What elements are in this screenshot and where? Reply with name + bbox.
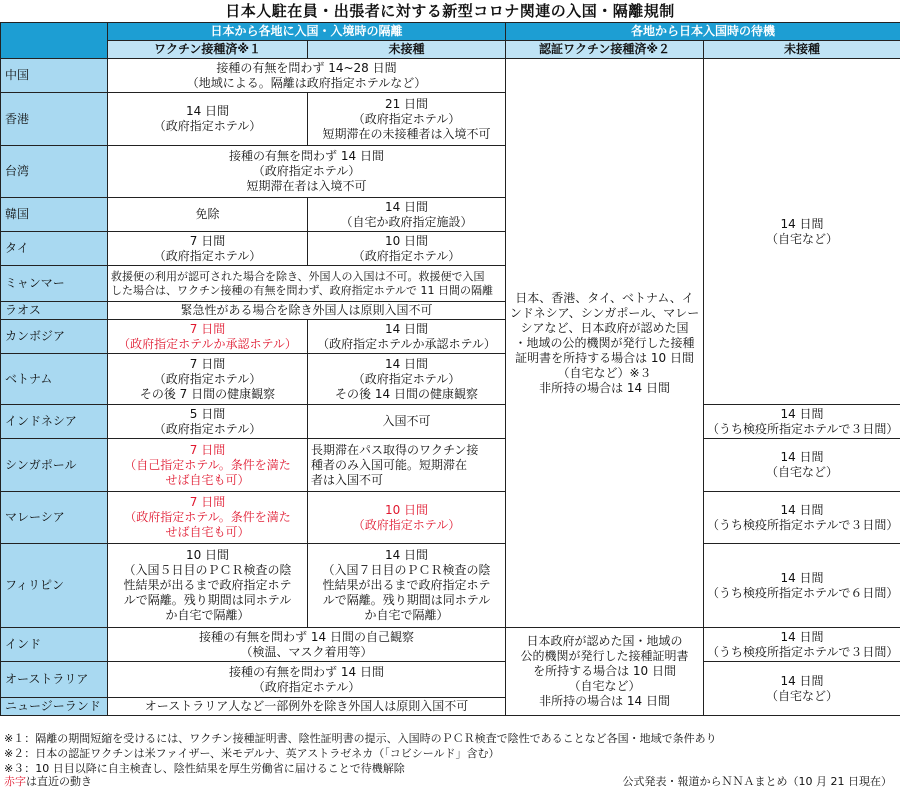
country-name: 台湾 xyxy=(1,146,108,198)
japan-unvaccinated-rule: 14 日間 （自宅など） xyxy=(704,662,900,716)
country-name: マレーシア xyxy=(1,492,108,544)
header-group-japan-entry: 各地から日本入国時の待機 xyxy=(506,23,900,41)
country-name: オーストラリア xyxy=(1,662,108,698)
header-vaccinated: ワクチン接種済※１ xyxy=(108,41,308,59)
footnote: ※１：隔離の期間短縮を受けるには、ワクチン接種証明書、陰性証明書の提示、入国時のＰＣＲ検査で陰性であることなど各国・地域で条件あり xyxy=(4,732,717,745)
footnote: ※２：日本の認証ワクチンは米ファイザー、米モデルナ、英アストラゼネカ（「コビシールド」含む） xyxy=(4,747,500,760)
table-row xyxy=(1,492,900,544)
unvaccinated-rule: 入国不可 xyxy=(308,405,506,439)
country-name: 中国 xyxy=(1,59,108,93)
table-row xyxy=(1,405,900,439)
table-row xyxy=(1,662,900,698)
legend-red-text: 赤字 xyxy=(4,775,26,788)
unvaccinated-rule: 10 日間 （政府指定ホテル） xyxy=(308,232,506,266)
japan-unvaccinated-rule: 14 日間 （うち検疫所指定ホテルで３日間） xyxy=(704,405,900,439)
header-unvaccinated: 未接種 xyxy=(308,41,506,59)
japan-unvaccinated-rule: 14 日間 （自宅など） xyxy=(704,439,900,492)
vaccinated-rule: 7 日間 （政府指定ホテル） その後 7 日間の健康観察 xyxy=(108,354,308,405)
unvaccinated-rule: 21 日間 （政府指定ホテル） 短期滞在の未接種者は入境不可 xyxy=(308,93,506,146)
japan-unvaccinated-rule: 14 日間 （うち検疫所指定ホテルで３日間） xyxy=(704,628,900,662)
country-name: ミャンマー xyxy=(1,266,108,302)
country-name: 香港 xyxy=(1,93,108,146)
unvaccinated-rule: 14 日間 （政府指定ホテルか承認ホテル） xyxy=(308,320,506,354)
country-name: フィリピン xyxy=(1,544,108,628)
japan-unvaccinated-rule: 14 日間 （うち検疫所指定ホテルで３日間） xyxy=(704,492,900,544)
vaccinated-rule: 7 日間 （政府指定ホテル） xyxy=(108,232,308,266)
unvaccinated-rule: 14 日間 （自宅か政府指定施設） xyxy=(308,198,506,232)
outbound-rule: 救援便の利用が認可された場合を除き、外国人の入国は不可。救援便で入国 した場合は、ワクチン接種の有無を問わず、政府指定ホテルで 11 日間の隔離 xyxy=(108,266,506,302)
table-row xyxy=(1,59,900,93)
legend xyxy=(4,774,92,790)
unvaccinated-rule: 14 日間 （政府指定ホテル） その後 14 日間の健康観察 xyxy=(308,354,506,405)
vaccinated-rule: 7 日間 （政府指定ホテルか承認ホテル） xyxy=(108,320,308,354)
country-name: ラオス xyxy=(1,302,108,320)
vaccinated-rule: 10 日間 （入国５日目のＰＣＲ検査の陰 性結果が出るまで政府指定ホテ ルで隔離。残り期間は同ホテル か自宅で隔離） xyxy=(108,544,308,628)
footnotes xyxy=(4,731,896,776)
footnote: ※３：10 日目以降に自主検査し、陰性結果を厚生労働省に届けることで待機解除 xyxy=(4,762,405,775)
outbound-rule: 接種の有無を問わず 14~28 日間 （地域による。隔離は政府指定ホテルなど） xyxy=(108,59,506,93)
footer xyxy=(4,774,896,790)
country-name: ベトナム xyxy=(1,354,108,405)
header-certified-vaccinated: 認証ワクチン接種済※２ xyxy=(506,41,704,59)
outbound-rule: 緊急性がある場合を除き外国人は原則入国不可 xyxy=(108,302,506,320)
country-name: インド xyxy=(1,628,108,662)
regulation-table xyxy=(0,22,900,716)
unvaccinated-rule: 10 日間 （政府指定ホテル） xyxy=(308,492,506,544)
header-corner xyxy=(1,23,108,59)
source-credit: 公式発表・報道からＮＮＡまとめ（10 月 21 日現在） xyxy=(622,775,892,788)
country-name: シンガポール xyxy=(1,439,108,492)
japan-certified-rule: 日本政府が認めた国・地域の 公的機関が発行した接種証明書 を所持する場合は 10 日間 （自宅など） 非所持の場合は 14 日間 xyxy=(506,628,704,716)
japan-certified-rule: 日本、香港、タイ、ベトナム、イ ンドネシア、シンガポール、マレー シアなど、日本政府が認めた国 ・地域の公的機関が発行した接種 証明書を所持する場合は 10 日間 （自宅など）※３ 非所持の場合は 14 日間 xyxy=(506,59,704,628)
header-row-columns xyxy=(1,41,900,59)
unvaccinated-rule: 長期滞在パス取得のワクチン接 種者のみ入国可能。短期滞在 者は入国不可 xyxy=(308,439,506,492)
country-name: インドネシア xyxy=(1,405,108,439)
country-name: カンボジア xyxy=(1,320,108,354)
unvaccinated-rule: 14 日間 （入国７日目のＰＣＲ検査の陰 性結果が出るまで政府指定ホテ ルで隔離。残り期間は同ホテル か自宅で隔離） xyxy=(308,544,506,628)
header-group-outbound: 日本から各地に入国・入境時の隔離 xyxy=(108,23,506,41)
table-row xyxy=(1,544,900,628)
country-name: 韓国 xyxy=(1,198,108,232)
vaccinated-rule: 5 日間 （政府指定ホテル） xyxy=(108,405,308,439)
table-row xyxy=(1,439,900,492)
header-unvaccinated-japan: 未接種 xyxy=(704,41,900,59)
country-name: ニュージーランド xyxy=(1,698,108,716)
page-title: 日本人駐在員・出張者に対する新型コロナ関連の入国・隔離規制 xyxy=(225,2,675,20)
outbound-rule: オーストラリア人など一部例外を除き外国人は原則入国不可 xyxy=(108,698,506,716)
japan-unvaccinated-rule: 14 日間 （自宅など） xyxy=(704,59,900,405)
outbound-rule: 接種の有無を問わず 14 日間 （政府指定ホテル） 短期滞在者は入境不可 xyxy=(108,146,506,198)
vaccinated-rule: 免除 xyxy=(108,198,308,232)
vaccinated-rule: 7 日間 （政府指定ホテル。条件を満た せば自宅も可） xyxy=(108,492,308,544)
header-row-group xyxy=(1,23,900,41)
japan-rule: 14 日間 （うち検疫所指定ホテルで６日間） xyxy=(704,544,900,628)
legend-text: は直近の動き xyxy=(26,775,92,788)
vaccinated-rule: 14 日間 （政府指定ホテル） xyxy=(108,93,308,146)
outbound-rule: 接種の有無を問わず 14 日間の自己観察 （検温、マスク着用等） xyxy=(108,628,506,662)
vaccinated-rule: 7 日間 （自己指定ホテル。条件を満た せば自宅も可） xyxy=(108,439,308,492)
country-name: タイ xyxy=(1,232,108,266)
table-row xyxy=(1,628,900,662)
outbound-rule: 接種の有無を問わず 14 日間 （政府指定ホテル） xyxy=(108,662,506,698)
